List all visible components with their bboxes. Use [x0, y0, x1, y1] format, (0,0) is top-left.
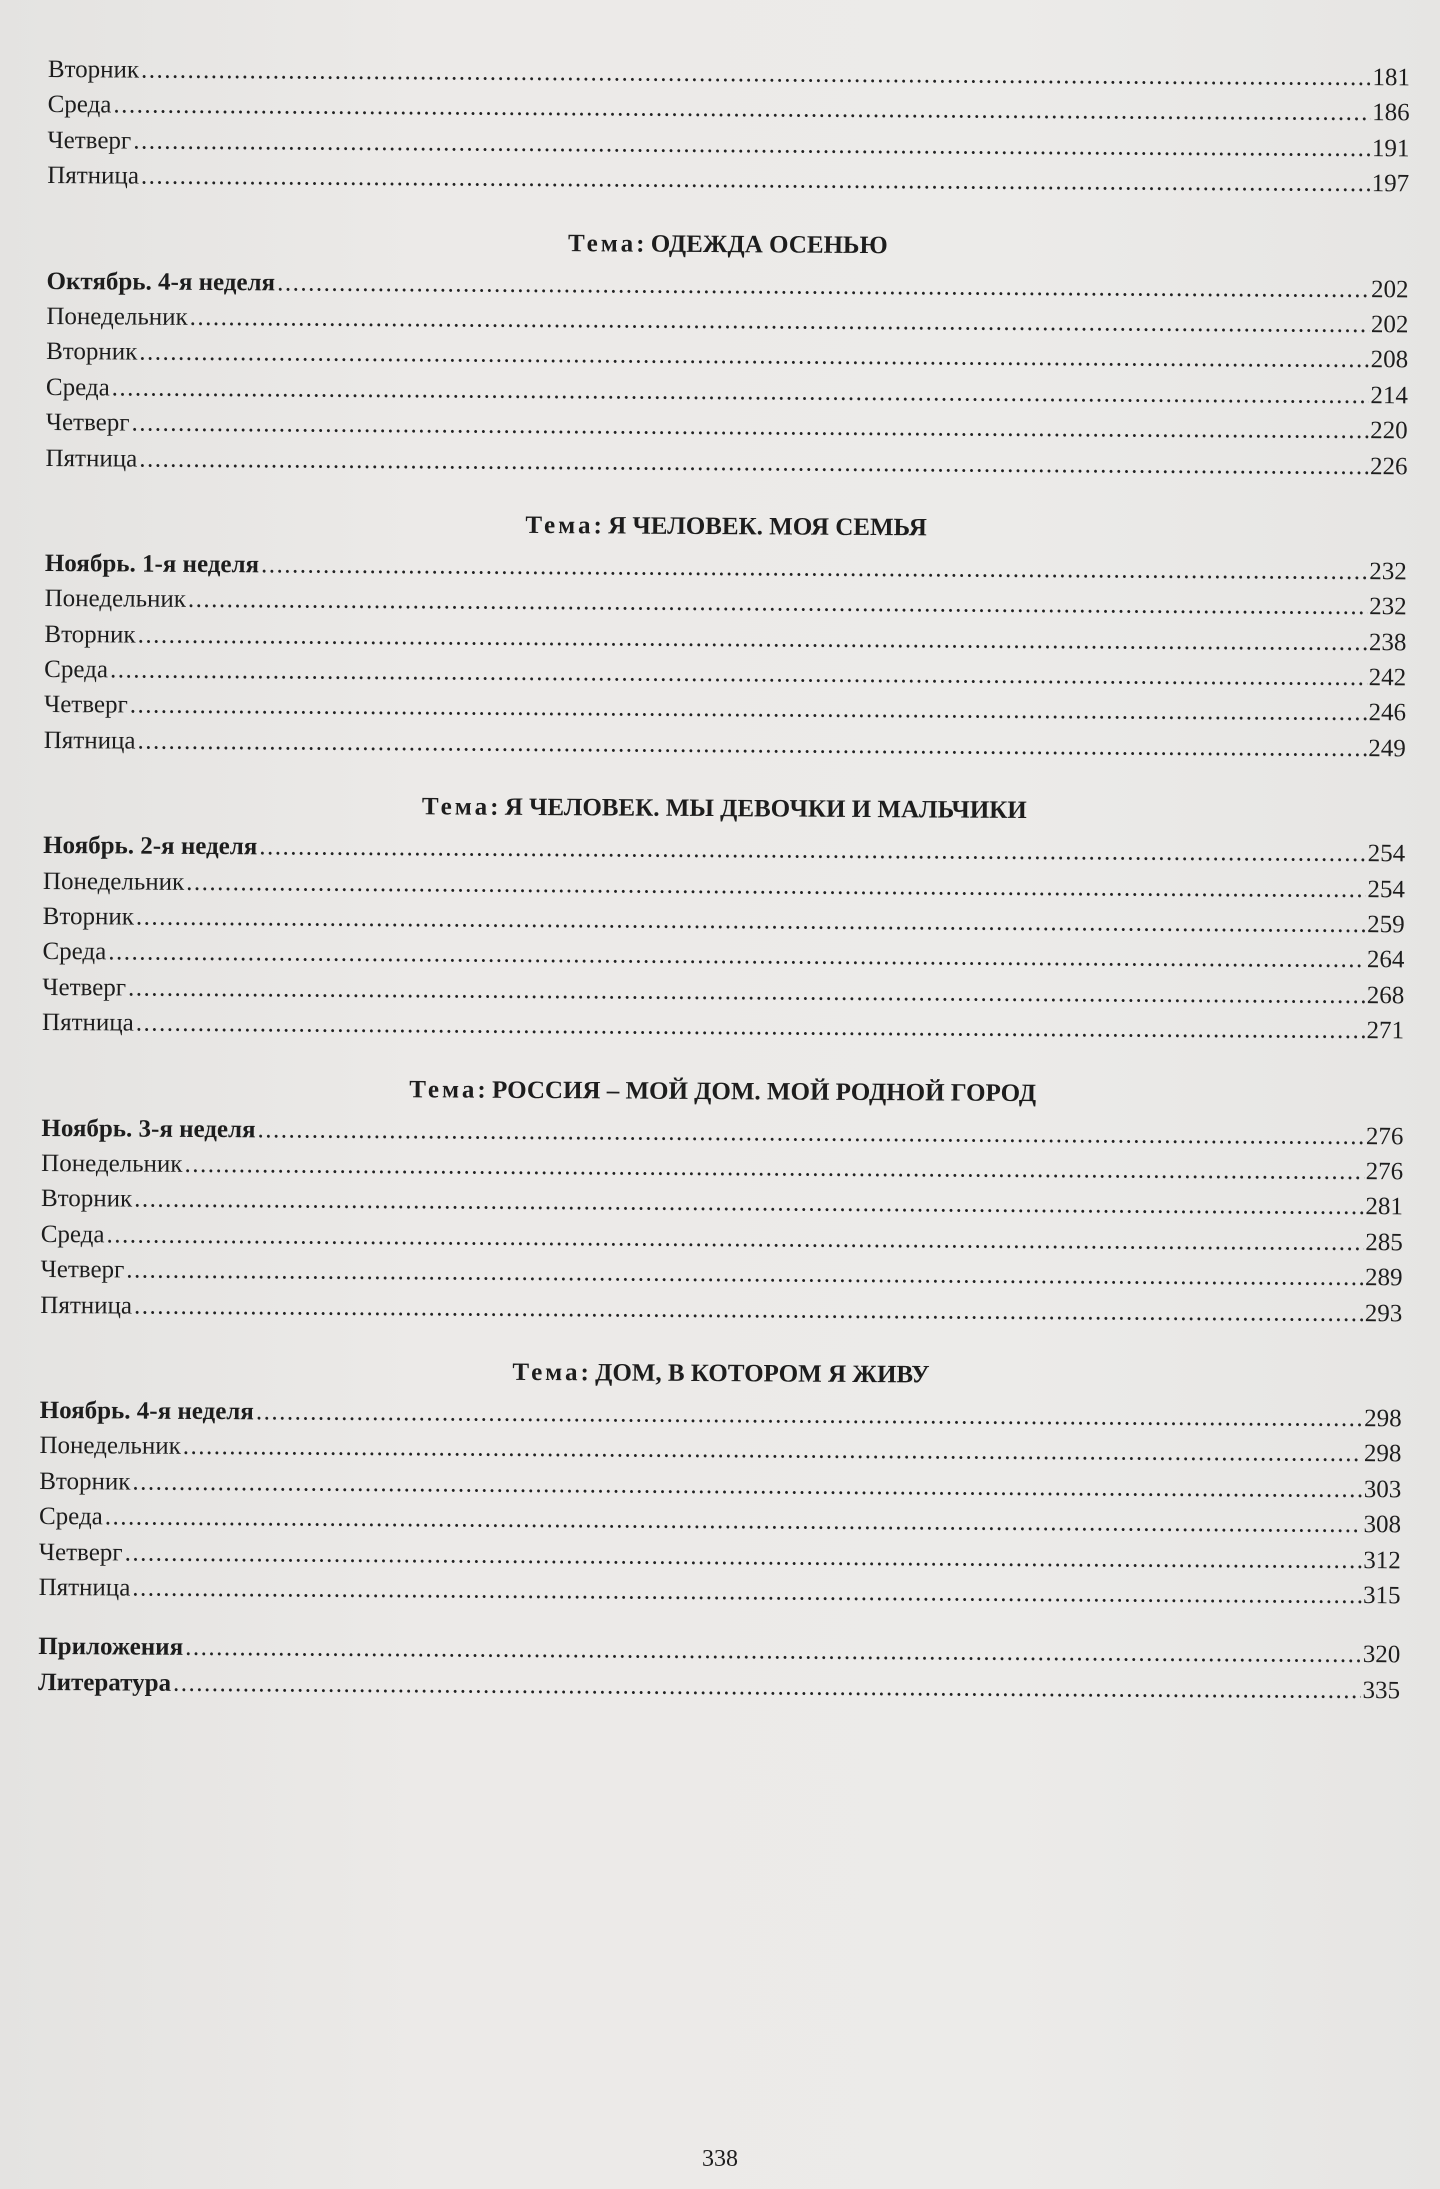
toc-entry [44, 723, 1406, 767]
entry-label: Пятница [45, 444, 138, 473]
entry-label: Пятница [38, 1573, 131, 1602]
toc-entry [45, 441, 1407, 485]
entry-page: 191 [1371, 134, 1410, 163]
entry-page: 276 [1365, 1158, 1404, 1186]
theme-prefix: Тема [525, 511, 594, 540]
leader-dots [132, 1570, 1361, 1613]
entry-page: 289 [1364, 1264, 1403, 1292]
theme-heading: Тема: ДОМ, В КОТОРОМ Я ЖИВУ [512, 1358, 930, 1389]
entry-page: 308 [1363, 1511, 1402, 1539]
leader-dots [141, 159, 1370, 202]
entry-label: Четверг [43, 691, 128, 719]
entry-page: 197 [1371, 170, 1410, 198]
entry-label: Понедельник [39, 1432, 181, 1461]
theme-prefix: Тема [421, 793, 491, 821]
theme-title: РОССИЯ – МОЙ ДОМ. МОЙ РОДНОЙ ГОРОД [491, 1076, 1037, 1107]
theme-title: Я ЧЕЛОВЕК. МОЯ СЕМЬЯ [608, 512, 927, 542]
toc-entry [42, 1005, 1404, 1049]
literature-entry [38, 1665, 1400, 1709]
entry-page: 208 [1370, 346, 1409, 374]
entry-label: Четверг [42, 973, 127, 1002]
entry-page: 181 [1372, 64, 1410, 92]
entry-page: 242 [1368, 664, 1407, 692]
entry-label: Среда [40, 1220, 105, 1249]
entry-label: Вторник [42, 903, 134, 931]
entry-page: 246 [1368, 699, 1407, 727]
week-page: 276 [1365, 1122, 1404, 1150]
leader-dots [173, 1665, 1361, 1707]
week-label: Ноябрь. 2-я неделя [43, 832, 258, 861]
theme-prefix: Тема [567, 229, 637, 258]
entry-page: 303 [1363, 1475, 1402, 1504]
entry-label: Вторник [40, 1185, 133, 1213]
entry-label: Понедельник [46, 302, 188, 331]
theme-prefix: Тема [512, 1358, 581, 1387]
toc-content [38, 52, 1410, 1708]
toc-top-block [47, 52, 1410, 202]
theme-heading: Тема: РОССИЯ – МОЙ ДОМ. МОЙ РОДНОЙ ГОРОД [409, 1075, 1037, 1107]
theme-heading: Тема: ОДЕЖДА ОСЕНЬЮ [567, 229, 888, 259]
week-label: Октябрь. 4-я неделя [46, 267, 276, 296]
entry-label: Понедельник [42, 867, 185, 896]
entry-label: Среда [38, 1503, 103, 1531]
toc-section [42, 782, 1406, 1049]
literature-label: Литература [37, 1668, 172, 1697]
entry-page: 259 [1367, 911, 1405, 939]
leader-dots [139, 441, 1368, 484]
week-page: 232 [1369, 557, 1407, 586]
toc-section [45, 218, 1409, 485]
entry-label: Четверг [45, 409, 130, 437]
entry-page: 232 [1369, 593, 1407, 621]
entry-page: 315 [1363, 1581, 1401, 1610]
entry-label: Среда [42, 938, 107, 966]
week-page: 202 [1370, 275, 1409, 303]
entry-page: 285 [1365, 1228, 1403, 1257]
appendix-label: Приложения [38, 1633, 184, 1662]
entry-label: Пятница [47, 162, 140, 190]
entry-label: Четверг [40, 1256, 125, 1284]
week-page: 254 [1367, 840, 1406, 868]
entry-label: Среда [45, 373, 110, 402]
entry-label: Пятница [43, 726, 136, 755]
entry-page: 271 [1366, 1017, 1405, 1045]
theme-heading: Тема: Я ЧЕЛОВЕК. МОЯ СЕМЬЯ [525, 511, 927, 542]
entry-page: 298 [1363, 1440, 1402, 1468]
theme-title: Я ЧЕЛОВЕК. МЫ ДЕВОЧКИ И МАЛЬЧИКИ [504, 794, 1027, 825]
leader-dots [137, 723, 1366, 766]
theme-title: ДОМ, В КОТОРОМ Я ЖИВУ [595, 1359, 930, 1389]
theme-heading: Тема: Я ЧЕЛОВЕК. МЫ ДЕВОЧКИ И МАЛЬЧИКИ [421, 793, 1027, 825]
page-number: 338 [702, 2146, 738, 2172]
leader-dots [136, 1006, 1365, 1049]
entry-page: 312 [1363, 1546, 1401, 1574]
appendix-page: 320 [1362, 1641, 1401, 1669]
week-label: Ноябрь. 1-я неделя [44, 549, 260, 579]
entry-label: Вторник [46, 338, 138, 366]
entry-page: 264 [1366, 946, 1405, 974]
entry-label: Среда [44, 656, 109, 684]
week-page: 298 [1364, 1405, 1402, 1433]
literature-page: 335 [1362, 1676, 1401, 1704]
entry-label: Четверг [47, 126, 132, 155]
entry-label: Вторник [39, 1467, 131, 1496]
entry-label: Среда [47, 91, 112, 119]
entry-page: 254 [1367, 875, 1405, 903]
entry-label: Понедельник [44, 585, 187, 614]
entry-page: 268 [1366, 981, 1405, 1010]
theme-title: ОДЕЖДА ОСЕНЬЮ [650, 230, 888, 259]
toc-section [39, 1347, 1403, 1614]
toc-appendix-block [38, 1629, 1400, 1708]
entry-page: 293 [1364, 1299, 1403, 1327]
entry-page: 214 [1370, 381, 1409, 410]
entry-page: 238 [1368, 628, 1407, 656]
toc-section [40, 1065, 1404, 1332]
toc-entry [40, 1288, 1402, 1332]
entry-label: Вторник [44, 620, 136, 649]
entry-label: Пятница [40, 1291, 133, 1320]
toc-section [44, 500, 1408, 767]
toc-entry [47, 158, 1409, 202]
entry-page: 186 [1372, 99, 1410, 127]
entry-label: Вторник [47, 55, 140, 84]
entry-label: Понедельник [41, 1149, 183, 1178]
entry-page: 226 [1369, 452, 1408, 480]
week-label: Ноябрь. 4-я неделя [39, 1396, 254, 1426]
leader-dots [134, 1288, 1363, 1331]
week-label: Ноябрь. 3-я неделя [41, 1114, 256, 1143]
theme-prefix: Тема [409, 1075, 478, 1104]
entry-page: 220 [1370, 417, 1408, 445]
entry-page: 202 [1370, 311, 1409, 339]
entry-label: Четверг [38, 1538, 123, 1566]
entry-page: 281 [1365, 1193, 1404, 1221]
entry-page: 249 [1368, 734, 1406, 763]
entry-label: Пятница [41, 1009, 134, 1037]
